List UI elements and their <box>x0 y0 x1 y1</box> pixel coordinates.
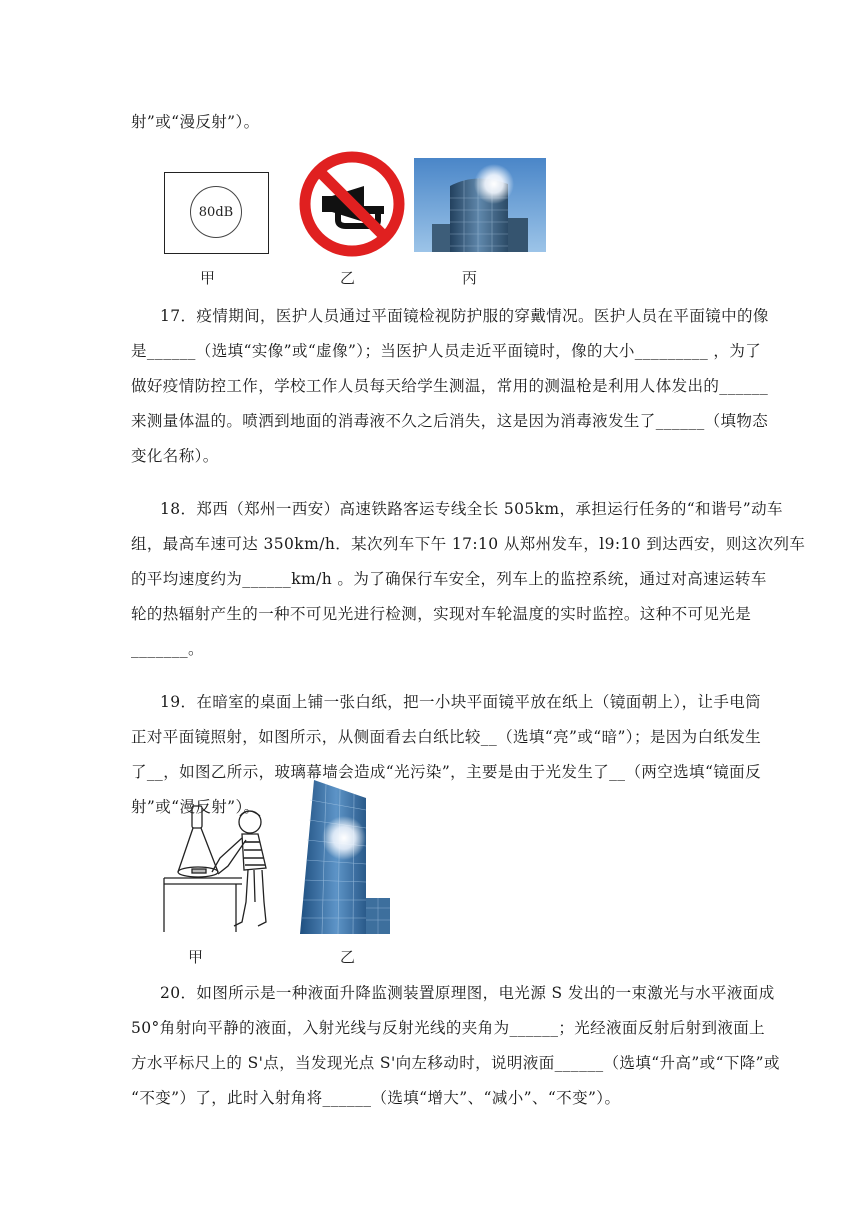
caption-jia-2: 甲 <box>188 948 204 966</box>
q17-line-1: 17．疫情期间，医护人员通过平面镜检视防护服的穿戴情况。医护人员在平面镜中的像 <box>160 307 769 325</box>
glass-building-image <box>414 158 546 252</box>
q18-line-4: 轮的热辐射产生的一种不可见光进行检测，实现对车轮温度的实时监控。这种不可见光是 <box>131 605 752 623</box>
no-horn-sign-icon <box>298 150 406 258</box>
q18-line-1: 18．郑西（郑州一西安）高速铁路客运专线全长 505km，承担运行任务的“和谐号”动车 <box>160 500 783 518</box>
q20-line-4: “不变”）了，此时入射角将______（选填“增大”、“减小”、“不变”）。 <box>131 1089 621 1107</box>
q19-line-2: 正对平面镜照射，如图所示，从侧面看去白纸比较__（选填“亮”或“暗”）；是因为白纸发生 <box>131 728 762 746</box>
q20-line-3: 方水平标尺上的 S'点，当发现光点 S'向左移动时，说明液面______（选填“升高”或“下降”或 <box>131 1054 780 1072</box>
caption-bing: 丙 <box>462 269 478 287</box>
q20-line-2: 50°角射向平静的液面，入射光线与反射光线的夹角为______；光经液面反射后射到液面上 <box>131 1019 766 1037</box>
q19-line-1: 19．在暗室的桌面上铺一张白纸，把一小块平面镜平放在纸上（镜面朝上），让手电筒 <box>160 693 762 711</box>
q17-line-5: 变化名称）。 <box>131 447 219 465</box>
sound-level-sign <box>164 172 269 254</box>
caption-yi: 乙 <box>340 269 356 287</box>
intro-text: 射”或“漫反射”）。 <box>131 113 260 131</box>
sound-level-text: 80dB <box>198 204 234 220</box>
sound-level-circle <box>190 186 242 238</box>
caption-yi-2: 乙 <box>340 948 356 966</box>
q17-line-2: 是______（选填“实像”或“虚像”）；当医护人员走近平面镜时，像的大小_________ ，为了 <box>131 342 762 360</box>
q18-line-5: _______。 <box>131 640 204 658</box>
q20-line-1: 20．如图所示是一种液面升降监测装置原理图，电光源 S 发出的一束激光与水平液面成 <box>160 984 775 1002</box>
q18-line-2: 组，最高车速可达 350km/h．某次列车下午 17:10 从郑州发车，l9:10 到达西安，则这次列车 <box>131 535 806 553</box>
q19-line-4: 射”或“漫反射”）。 <box>131 798 260 816</box>
q18-line-3: 的平均速度约为______km/h 。为了确保行车安全，列车上的监控系统，通过对高速运转车 <box>131 570 767 588</box>
q17-line-3: 做好疫情防控工作，学校工作人员每天给学生测温，常用的测温枪是利用人体发出的______ <box>131 377 769 395</box>
q17-line-4: 来测量体温的。喷洒到地面的消毒液不久之后消失，这是因为消毒液发生了______（填物态 <box>131 412 769 430</box>
caption-jia: 甲 <box>200 269 216 287</box>
glass-curtain-wall-image <box>282 780 394 934</box>
flashlight-experiment-illustration <box>162 798 274 938</box>
q19-line-3: 了__，如图乙所示，玻璃幕墙会造成“光污染”，主要是由于光发生了__（两空选填“镜面反 <box>131 763 761 781</box>
